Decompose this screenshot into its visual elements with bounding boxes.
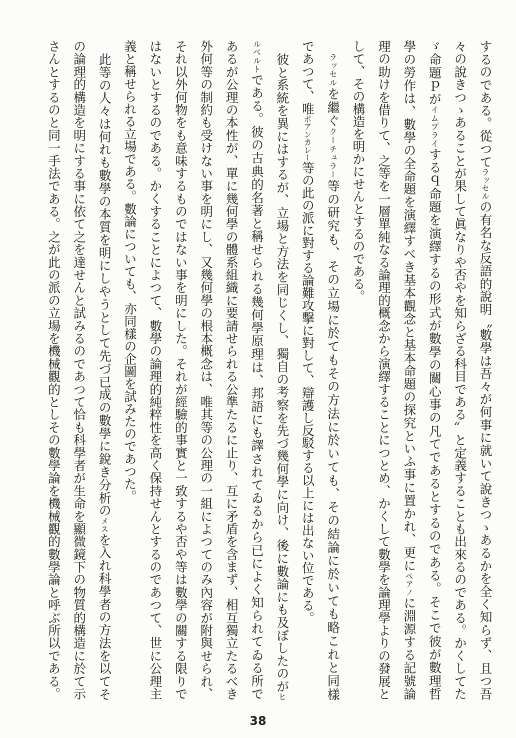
foreign-term: ラッセル <box>481 168 490 201</box>
text-line: の論理的構造を明にする事に依て之を達せんと試みるのであつて恰も科學者が生命を顯微鏡下の物質的構造に於て示 <box>71 40 87 700</box>
foreign-term: イムプライ <box>430 105 440 148</box>
text-line: して、その構造を明かにせんとするのである。 <box>351 40 367 303</box>
foreign-term: ヒ <box>277 692 287 700</box>
paragraph <box>346 40 498 702</box>
text-line: ゞ命題ｐがイムプライするｑ命題を演繹するの形式が數學の關心事の凡てであるとするのである。そこで彼が數理哲 <box>427 40 443 700</box>
text-line: であつて、唯ポアンカレー等の此の派に對する論難攻擊に對して、辯護し反駁する以上には出ない位である。 <box>300 40 316 624</box>
text-line: するのである。從つてラッセルの有名な反語的說明〝數學は吾々が何事に就いて說きつゝあるかを全く知らず、且つ吾 <box>478 40 493 700</box>
foreign-term: メス <box>100 516 110 533</box>
text-line: あるが公理の本性が、單に幾何學の體系組織に要請せられる公準たるに止り、互に矛盾を含まず、相互獨立たるべき <box>224 40 240 700</box>
text-line: 義と稱せられる立場である。數論についても、亦同樣の企圖を試みたのであつた。 <box>122 40 138 503</box>
paragraph <box>117 40 295 702</box>
foreign-term: クーチュラー <box>328 127 338 179</box>
page-number: 38 <box>249 714 267 728</box>
text-line: 外何等の制約も受けない事を明にし、又幾何學の根本概念は、唯其等の公理の一組によつてのみ內容が附與せられ、 <box>198 40 214 700</box>
foreign-term: ラッセル <box>328 52 338 88</box>
page-text <box>41 40 498 702</box>
foreign-term: ルベルト <box>252 40 262 74</box>
paragraph <box>295 40 346 702</box>
text-line: 々の說きつゝあることが果して眞なりや否やを知らざる科目である〟と定義することも出來るのである。かくしてた <box>452 40 468 700</box>
foreign-term: ポアンカレー <box>303 115 313 162</box>
text-line: それ以外何物をも意味するものではない事を明にした。それが經驗的事實と一致するや否や等は數學の關する限りで <box>173 40 189 700</box>
text-line: ルベルトである。彼の古典的名著と稱せられる幾何學原理は、邦語にも譯されてゐるから已によく知られてゐる所で <box>249 40 265 700</box>
text-line: 理の助けを借りて、之等を一層單純なる論理的概念から演繹することにつとめ、かくして數學を論理學よりの發展と <box>376 40 392 700</box>
text-line: 彼と系統を異にはするが、立場と方法を同じくし、獨自の考察を先づ幾何學に向け、後に數論にも及ぼしたのがヒ <box>274 52 290 700</box>
text-line: はないとするのである。かくすることによつて、數學の論理的純粹性を高く保持せんとするのであつて、世に公理主 <box>147 40 163 700</box>
paragraph <box>41 40 117 702</box>
text-line: 學の勞作は、數學の全命題を演繹すべき基本觀念と基本命題の探究といふ事に置かれ、更にペアノに淵源する記號論 <box>401 40 417 700</box>
text-line: さんとするのと同一手法である。之が此の派の立場を機械觀的としその數學論を機械觀的數學論と呼ぶ所以である。 <box>46 40 62 700</box>
foreign-term: ペアノ <box>404 572 414 597</box>
text-line: 此等の人々は何れも數學の本質を明にしやうとして先づ已成の數學に銳き分析のメスを入れ科學者の方法を以てそ <box>97 52 113 700</box>
text-line: ラッセルを繼ぐクーチュラー等の研究も、その立場に於てもその方法に於いても、その結論に於いても略これと同樣 <box>325 52 341 700</box>
